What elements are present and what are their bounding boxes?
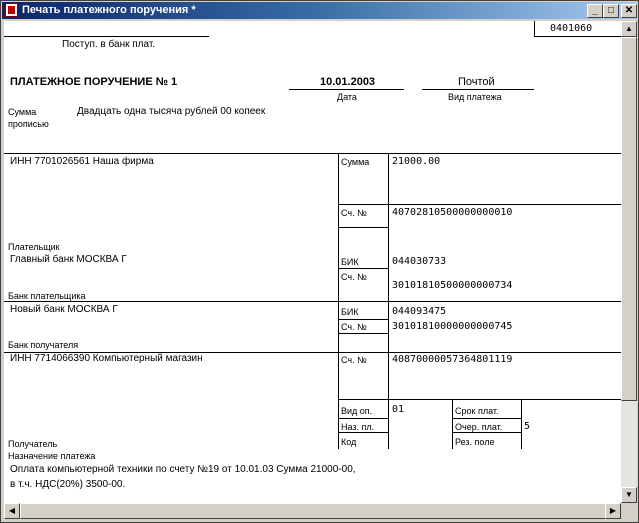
form-code-box-left [534,21,535,36]
code-label: Код [341,437,357,447]
payment-order-document [4,21,621,503]
payee-bik: 044093475 [392,306,447,317]
table-col-divider-3 [452,399,453,449]
payer-bank-name: Главный банк МОСКВА Г [10,254,127,265]
maximize-button[interactable]: □ [603,4,619,18]
payee-inn-name: ИНН 7714066390 Компьютерный магазин [10,353,203,364]
op-type-value: 01 [392,404,405,415]
window-title: Печать платежного поручения * [22,4,196,16]
horizontal-scrollbar[interactable] [4,503,621,519]
payee-corr-label: Сч. № [341,322,367,332]
reserve-label: Рез. поле [455,437,495,447]
scroll-left-button[interactable]: ◀ [4,503,20,519]
payee-corr-account: 30101810000000000745 [392,321,513,332]
due-label: Срок плат. [455,406,499,416]
payee-bik-label: БИК [341,307,359,317]
purpose-code-label: Наз. пл. [341,422,375,432]
scroll-down-button[interactable]: ▼ [621,487,637,503]
sum-row-line [338,204,621,205]
purpose-line-1: Оплата компьютерной техники по счету №19 от 10.01.03 Сумма 21000-00, [10,464,356,475]
payer-bik: 044030733 [392,256,447,267]
due-line [452,418,521,419]
table-col-divider-4 [521,399,522,449]
date-value: 10.01.2003 [320,76,376,88]
payee-corr-line [338,333,388,334]
sum-value: 21000.00 [392,156,441,167]
sum-label: Сумма [341,157,370,167]
priority-value: 5 [524,421,531,432]
vertical-scrollbar[interactable] [621,21,637,503]
bank-received-label: Поступ. в банк плат. [62,39,156,50]
bik-row-line [338,268,388,269]
payee-bank-label: Банк получателя [8,340,79,350]
scrollbar-corner [621,503,637,519]
minimize-button[interactable]: _ [587,4,603,18]
app-icon [5,3,18,17]
amount-words-label: Сумма [8,107,37,117]
payer-label: Плательщик [8,242,60,252]
op-type-top-line [338,399,621,400]
payee-label: Получатель [8,439,58,449]
scroll-up-button[interactable]: ▲ [621,21,637,37]
horizontal-scroll-thumb[interactable] [20,503,606,519]
payee-bik-line [338,319,388,320]
form-code-box-bottom [534,36,621,37]
bank-received-line [4,36,209,37]
amount-words-label-2: прописью [8,119,49,129]
title-bar[interactable] [2,2,637,19]
payer-bank-bottom-line [4,301,621,302]
payer-account-label: Сч. № [341,208,367,218]
payer-bik-label: БИК [341,257,359,267]
payer-corr-account: 30101810500000000734 [392,280,513,291]
payee-account-label: Сч. № [341,355,367,365]
priority-label: Очер. плат. [455,422,503,432]
purpose-line-2: в т.ч. НДС(20%) 3500-00. [10,479,126,490]
payee-bank-name: Новый банк МОСКВА Г [10,304,118,315]
date-line [289,89,404,90]
amount-in-words: Двадцать одна тысяча рублей 00 копеек [77,106,266,117]
payee-account: 40870000057364801119 [392,354,513,365]
payment-type-value: Почтой [458,76,495,88]
payment-type-line [422,89,534,90]
payment-type-label: Вид платежа [448,92,502,102]
vertical-scroll-thumb[interactable] [621,37,637,401]
form-code: 0401060 [550,23,593,34]
document-title: ПЛАТЕЖНОЕ ПОРУЧЕНИЕ № 1 [10,76,178,88]
payer-inn-name: ИНН 7701026561 Наша фирма [10,156,154,167]
table-top-line [4,153,621,154]
scroll-right-button[interactable]: ▶ [605,503,621,519]
purpose-label: Назначение платежа [8,451,96,461]
acc-label-line [338,227,388,228]
payer-account: 40702810500000000010 [392,207,513,218]
op-type-label: Вид оп. [341,406,373,416]
op-type-bottom-line [338,418,388,419]
payer-bank-label: Банк плательщика [8,291,86,301]
payer-corr-label: Сч. № [341,272,367,282]
date-label: Дата [337,92,357,102]
close-button[interactable]: ✕ [621,4,637,18]
